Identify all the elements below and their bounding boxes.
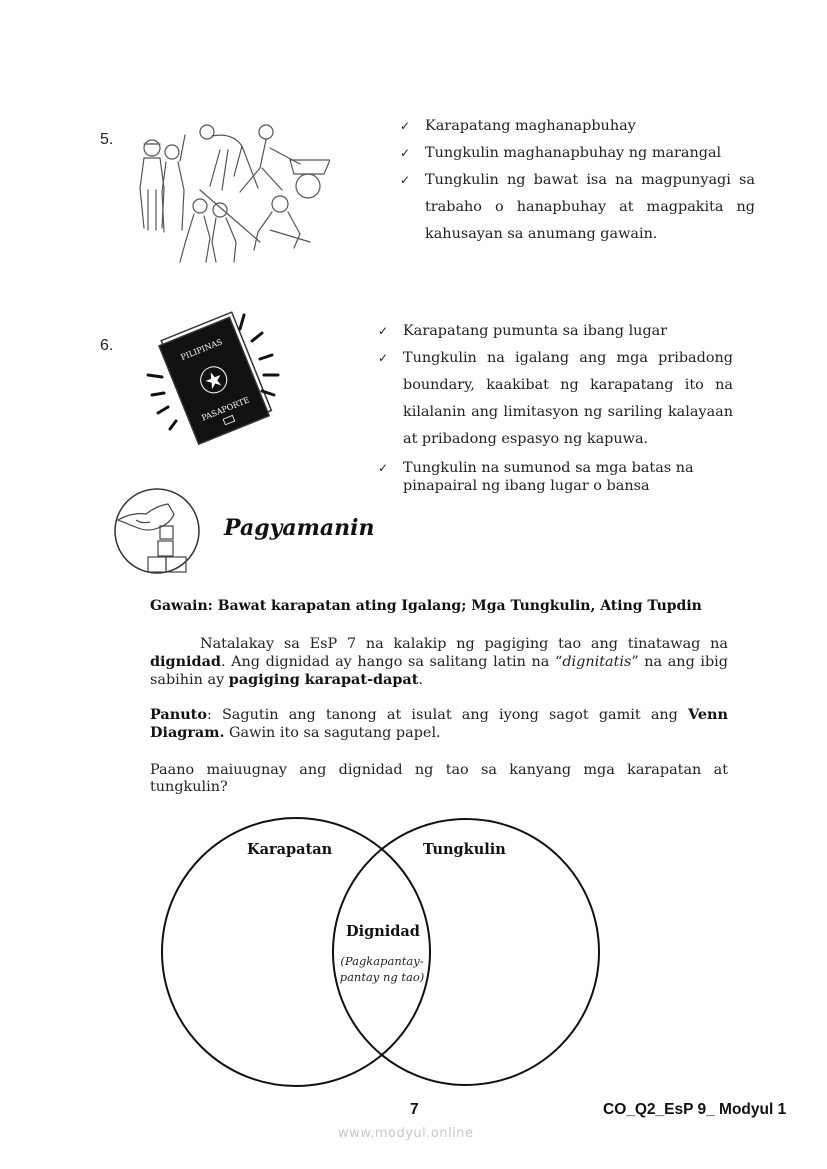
- item-number-6: 6.: [100, 337, 114, 354]
- check-icon: ✓: [378, 351, 389, 365]
- passport-title-text: PASAPORTE: [200, 395, 251, 423]
- item-number-5: 5.: [100, 131, 114, 148]
- check-icon: ✓: [400, 146, 411, 160]
- watermark: www.modyul.online: [338, 1126, 474, 1141]
- venn-label-karapatan: Karapatan: [247, 841, 333, 858]
- item-5-bullet: ✓ Karapatang maghanapbuhay: [400, 113, 755, 140]
- term-dignitatis: dignitatis: [562, 654, 632, 670]
- check-icon: ✓: [400, 173, 411, 187]
- module-code: CO_Q2_EsP 9_ Modyul 1: [603, 1101, 787, 1118]
- question-paragraph: Paano maiuugnay ang dignidad ng tao sa kanyang mga karapatan at tungkulin?: [150, 762, 728, 795]
- intro-paragraph: Natalakay sa EsP 7 na kalakip ng pagiging tao ang tinatawag na dignidad. Ang dignidad ay hango sa salitang latin na “dignitatis” na ang ibig sabihin ay pagiging karapat-dapat.: [150, 636, 728, 688]
- item-5-bullet: ✓ Tungkulin ng bawat isa na magpunyagi sa trabaho o hanapbuhay at magpakita ng kahusayan sa anumang gawain.: [400, 167, 755, 248]
- page-number: 7: [410, 1101, 419, 1118]
- instructions-paragraph: Panuto: Sagutin ang tanong at isulat ang iyong sagot gamit ang Venn Diagram. Gawin ito sa sagutang papel.: [150, 706, 728, 741]
- check-icon: ✓: [378, 324, 389, 338]
- check-icon: ✓: [378, 461, 389, 475]
- item-5-bullet: ✓ Tungkulin maghanapbuhay ng marangal: [400, 140, 755, 167]
- item-6-bullet: ✓ Tungkulin na igalang ang mga pribadong boundary, kaakibat ng karapatang ito na kilalanin ang limitasyon ng sariling kalayaan at pribadong espasyo ng kapuwa.: [378, 345, 733, 453]
- instructions-label: Panuto: [150, 706, 207, 723]
- venn-circle-karapatan: [162, 818, 430, 1086]
- check-icon: ✓: [400, 119, 411, 133]
- term-karapat-dapat: pagiging karapat-dapat: [228, 671, 419, 688]
- section-title: Pagyamanin: [224, 515, 375, 541]
- term-venn-diagram: Venn Diagram.: [150, 706, 728, 741]
- venn-circle-tungkulin: [333, 819, 599, 1085]
- item-6-bullet: ✓ Tungkulin na sumunod sa mga batas na pinapairal ng ibang lugar o bansa: [378, 460, 694, 494]
- passport-country-text: PILIPINAS: [179, 337, 224, 363]
- venn-dignidad-description: (Pagkapantay- pantay ng tao): [339, 954, 425, 984]
- item-6-bullet: ✓ Karapatang pumunta sa ibang lugar: [378, 318, 733, 345]
- term-dignidad: dignidad: [150, 653, 221, 670]
- activity-title: Gawain: Bawat karapatan ating Igalang; Mga Tungkulin, Ating Tupdin: [150, 598, 702, 614]
- venn-label-dignidad: Dignidad: [346, 923, 420, 940]
- venn-label-tungkulin: Tungkulin: [423, 841, 506, 858]
